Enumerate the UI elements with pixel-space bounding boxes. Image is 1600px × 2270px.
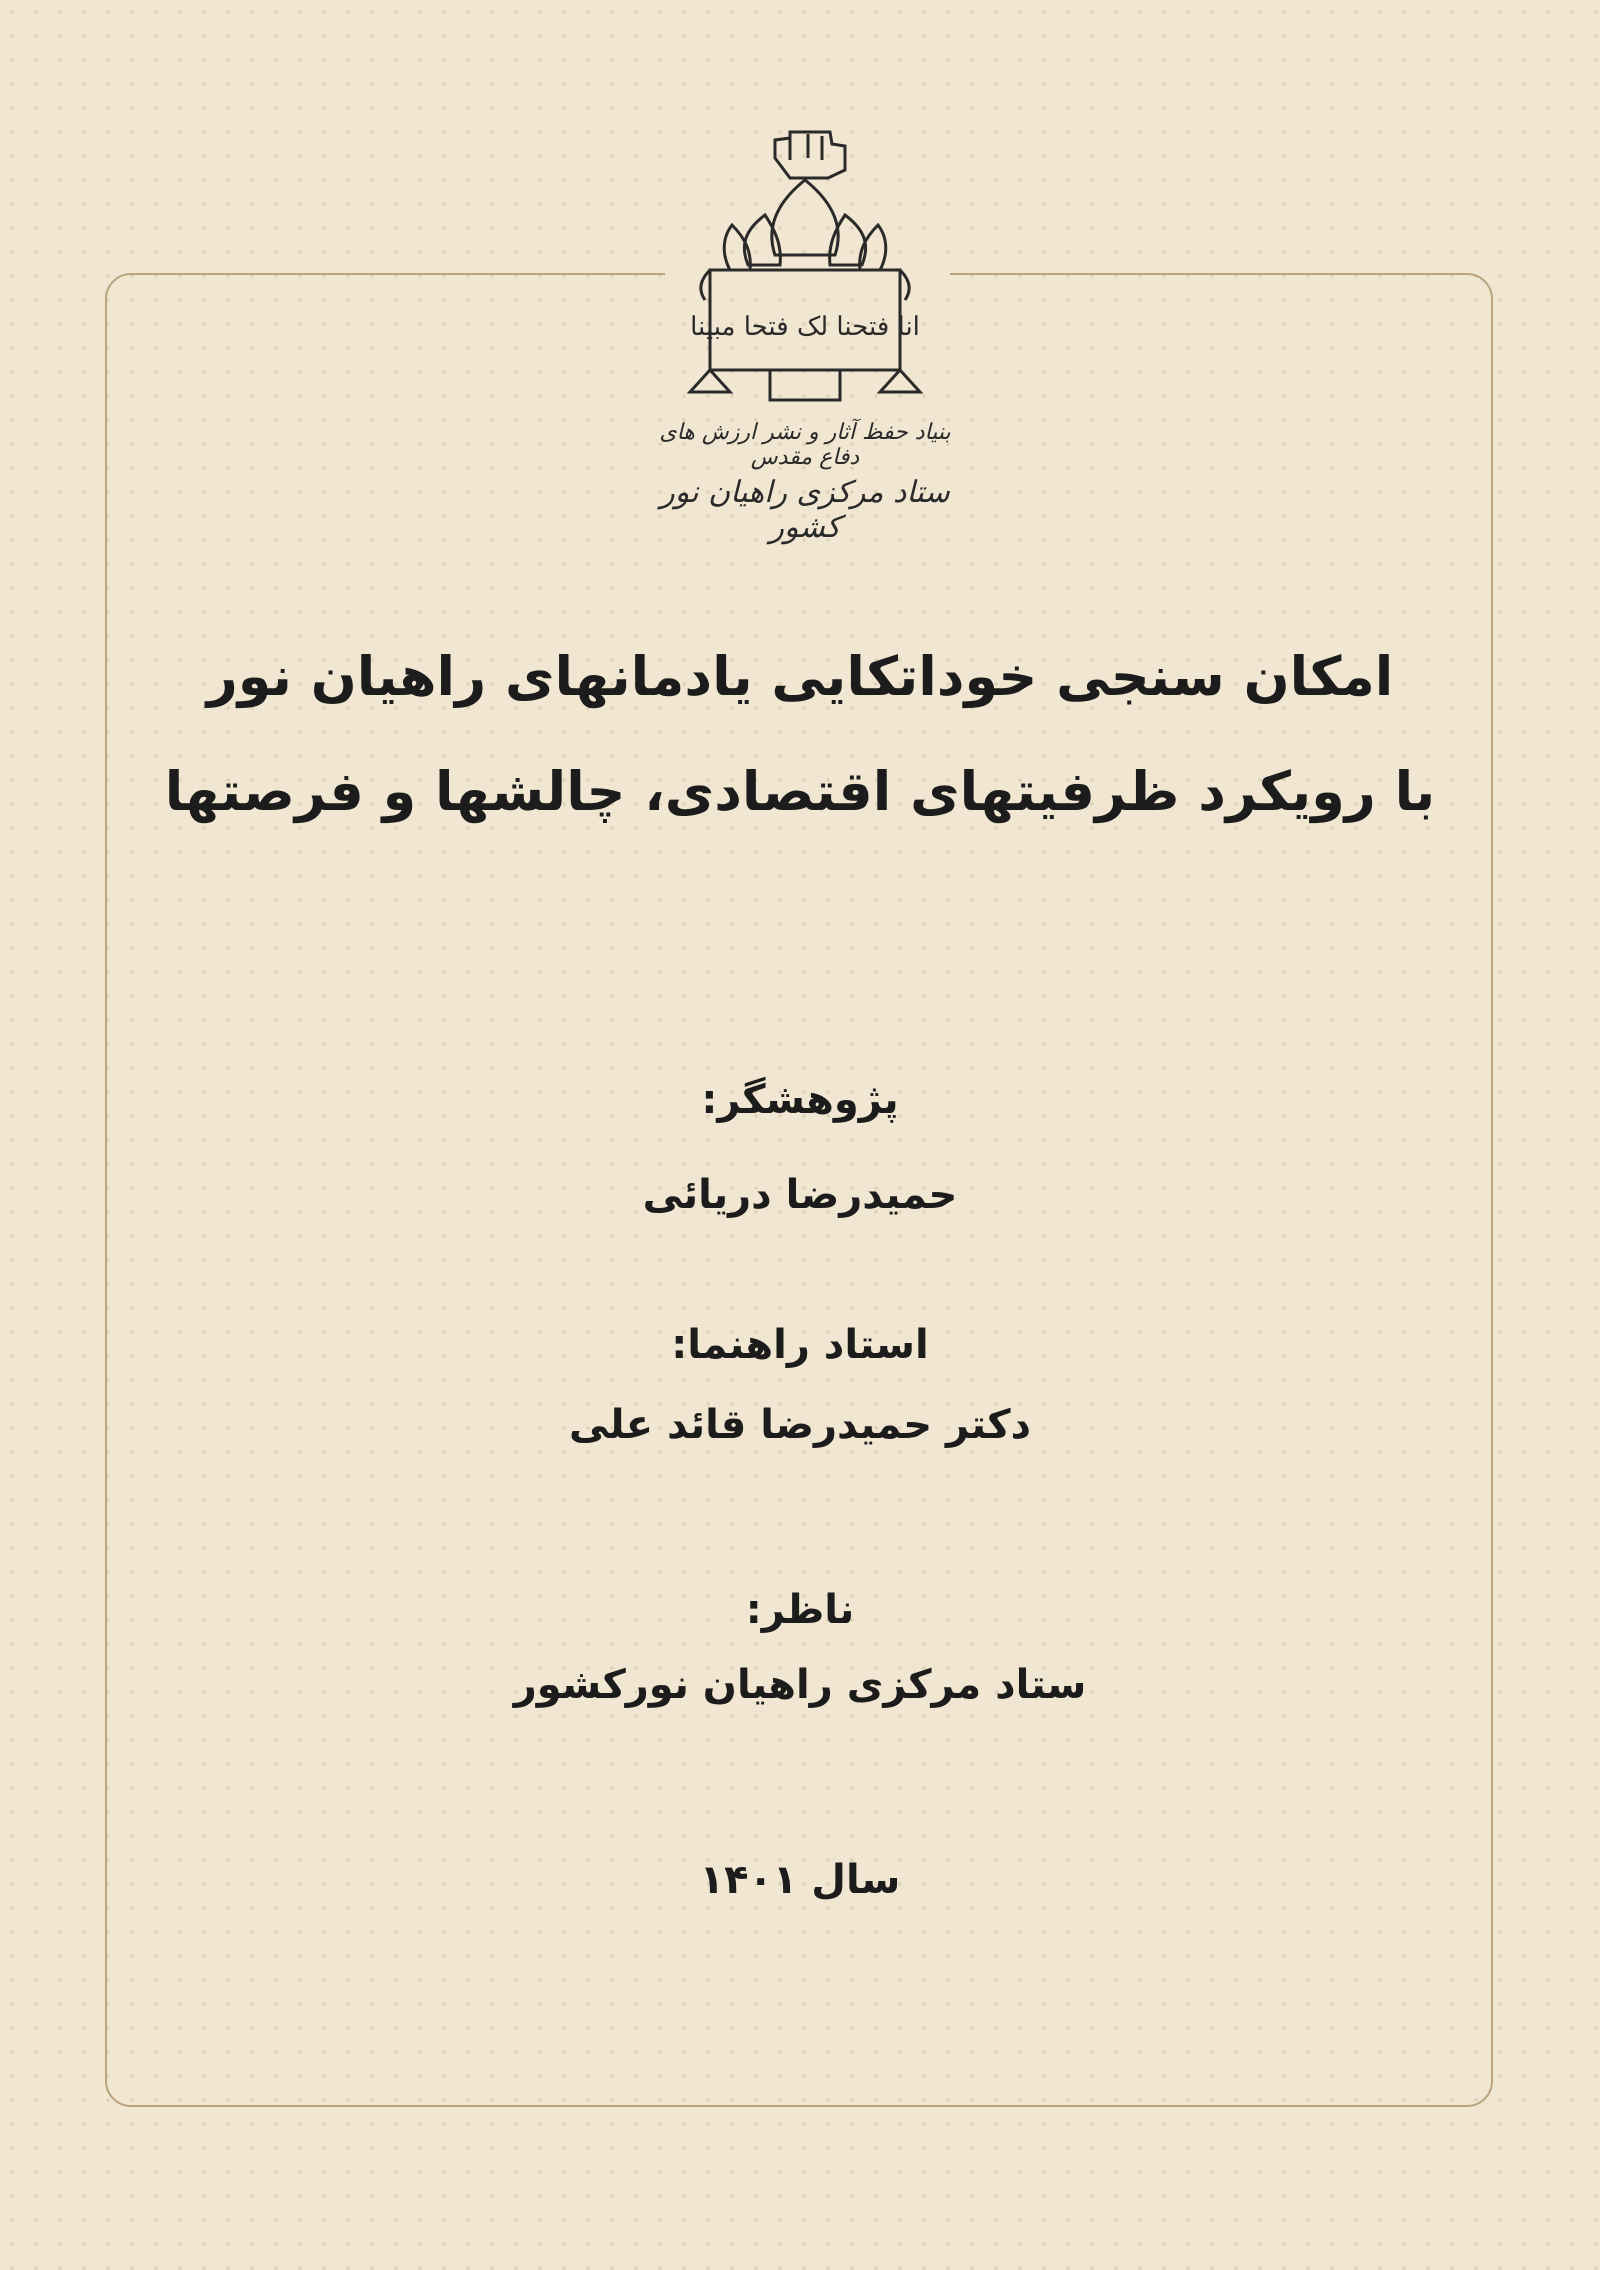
advisor-label: استاد راهنما: <box>671 1322 929 1368</box>
supervisor-name: ستاد مرکزی راهیان نورکشور <box>513 1662 1087 1708</box>
organization-subname: ستاد مرکزی راهیان نور کشور <box>660 475 950 545</box>
emblem-calligraphy: انا فتحنا لک فتحا مبینا <box>690 312 920 342</box>
advisor-name: دکتر حمیدرضا قائد علی <box>568 1402 1031 1448</box>
emblem-logo <box>650 130 960 550</box>
researcher-name: حمیدرضا دریائی <box>642 1172 958 1218</box>
emblem-logo-icon <box>650 130 960 410</box>
document-title-line-2: با رویکرد ظرفیتهای اقتصادی، چالشها و فرصتها <box>164 760 1436 823</box>
organization-name: بنیاد حفظ آثار و نشر ارزش های دفاع مقدس <box>659 420 951 470</box>
researcher-label: پژوهشگر: <box>701 1077 899 1123</box>
supervisor-label: ناظر: <box>745 1587 855 1633</box>
document-title-line-1: امکان سنجی خوداتکایی یادمانهای راهیان نور <box>206 645 1394 708</box>
publication-year: سال ۱۴۰۱ <box>699 1857 901 1903</box>
